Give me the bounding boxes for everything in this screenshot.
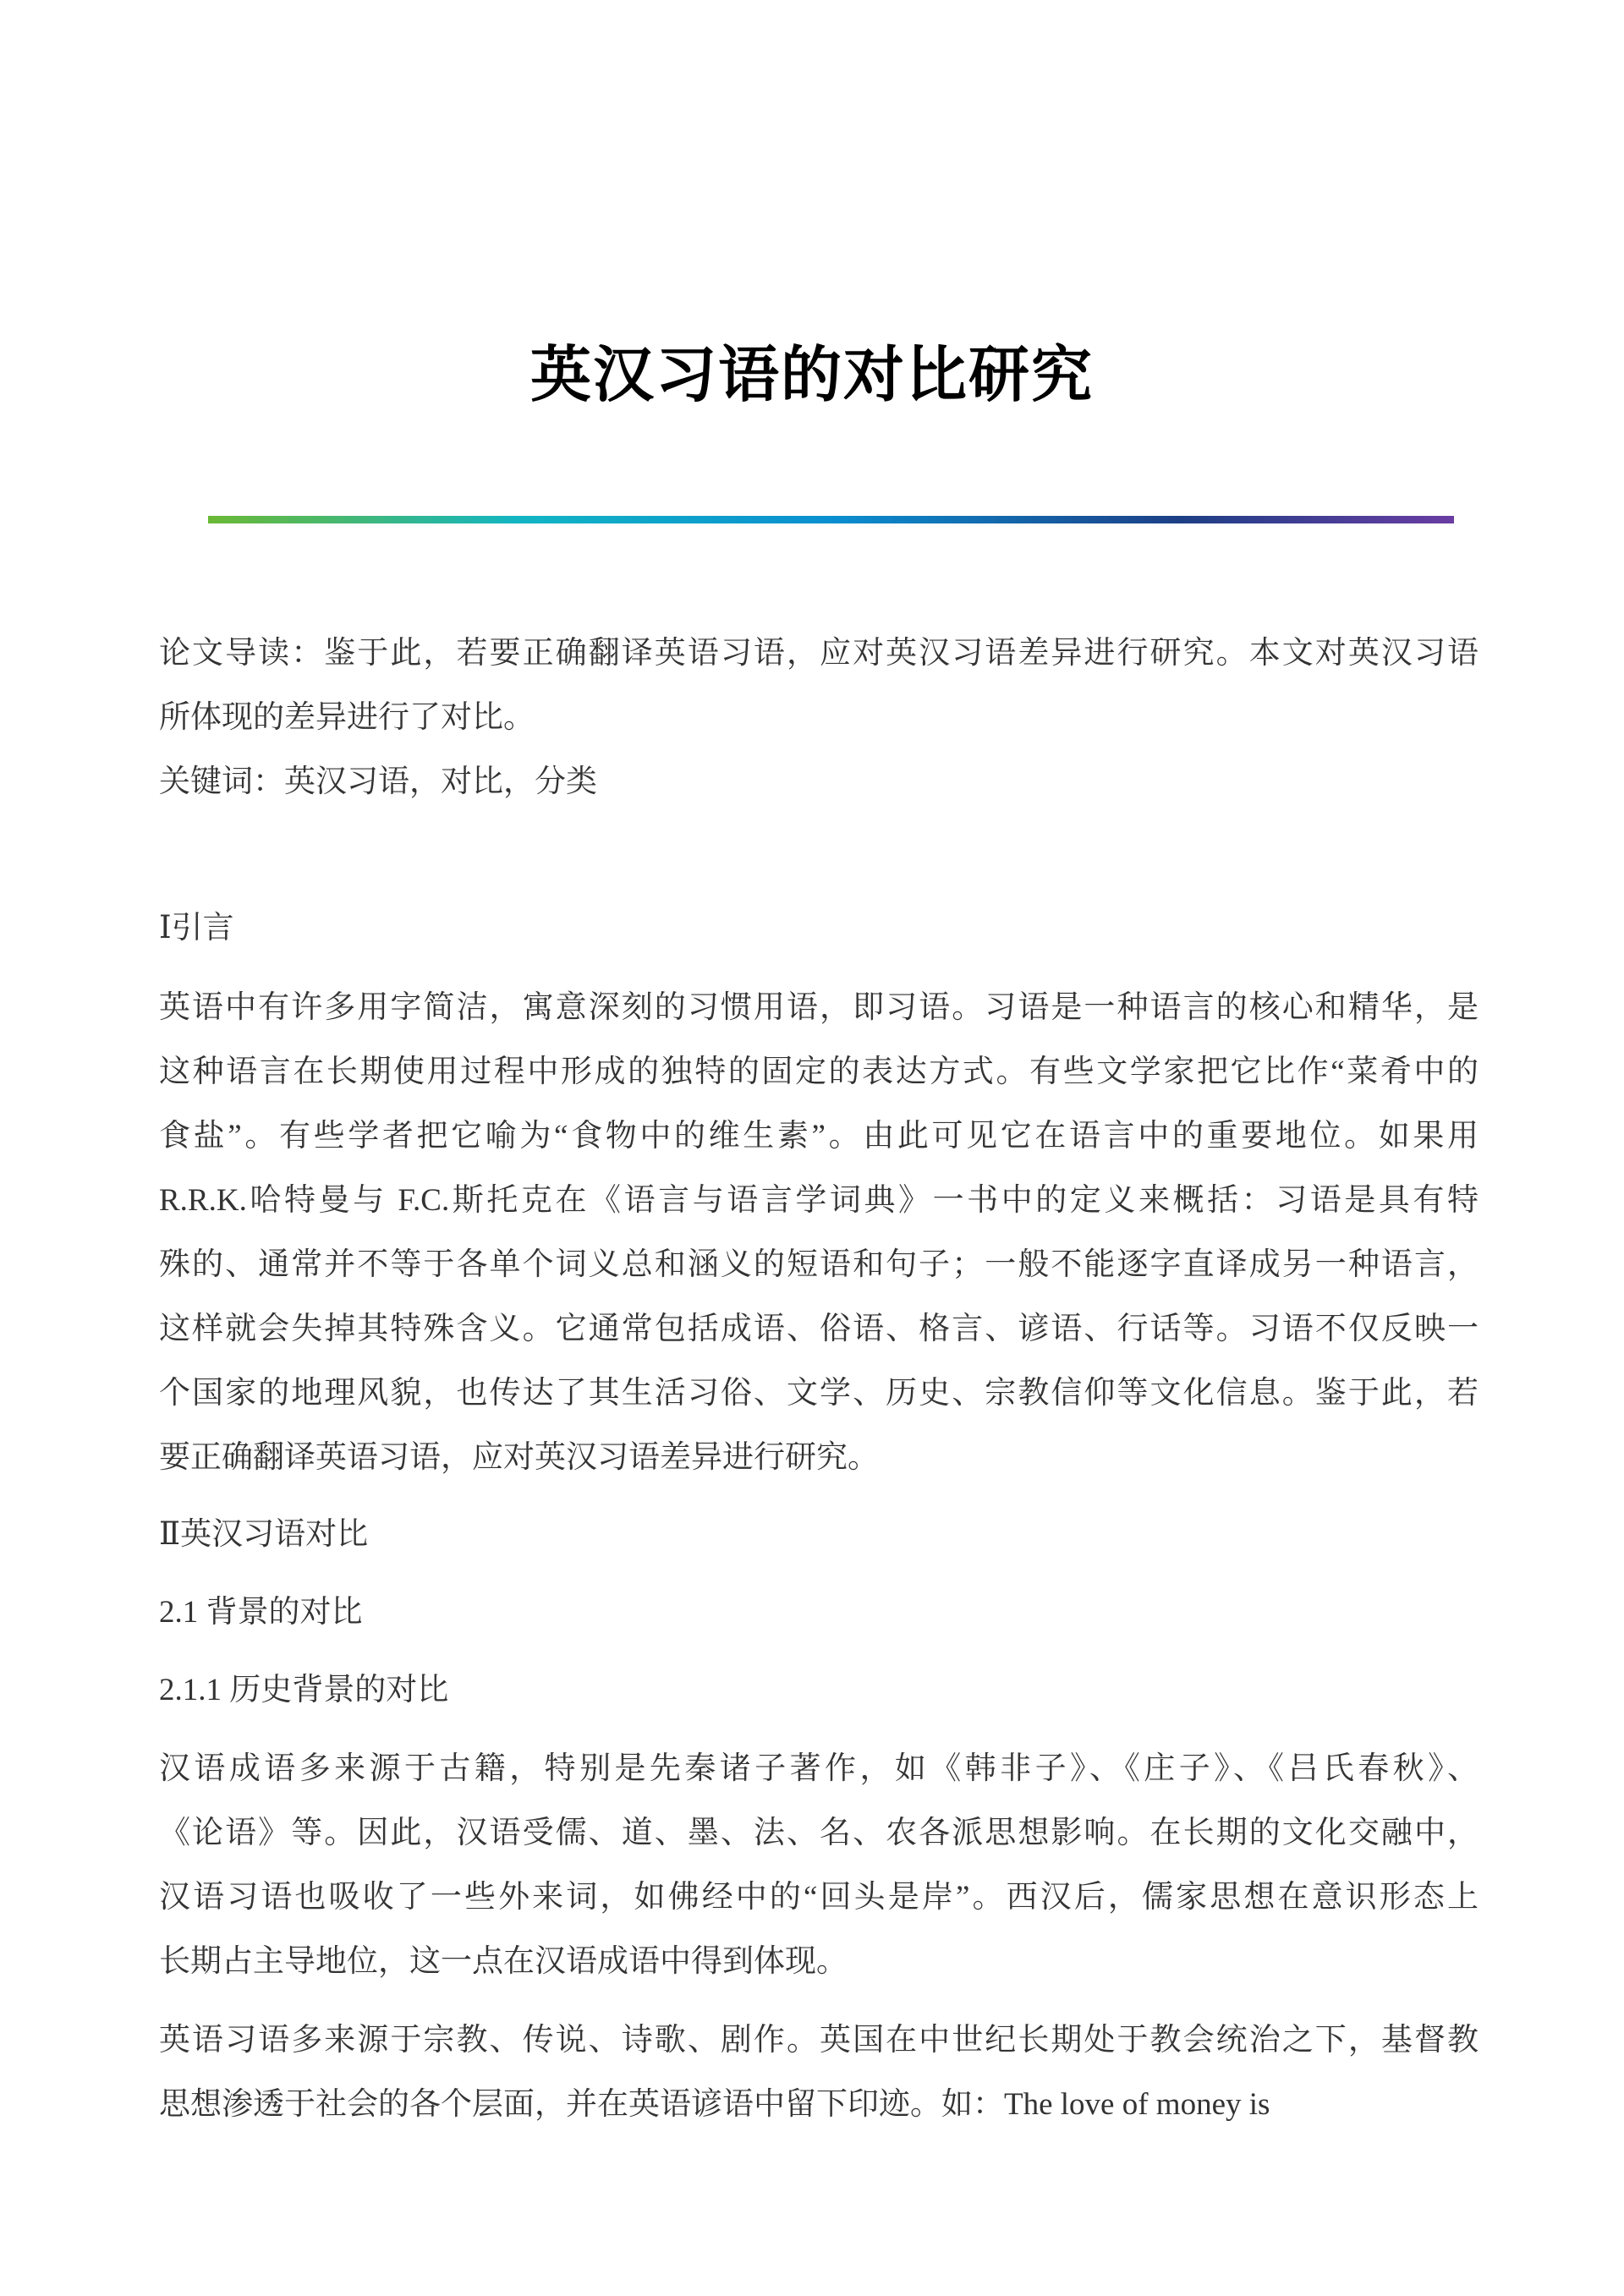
paragraph-line: 思想渗透于社会的各个层面，并在英语谚语中留下印迹。如：The love of money is [159,2087,1270,2122]
section2-headings [159,1503,1479,1723]
section1-paragraph [159,976,1479,1490]
paragraph-line: 要正确翻译英语习语，应对英汉习语差异进行研究。 [159,1440,879,1475]
abstract-line: 论文导读：鉴于此，若要正确翻译英语习语，应对英汉习语差异进行研究。本文对英汉习语 [159,636,1479,671]
paragraph-line: 长期占主导地位，这一点在汉语成语中得到体现。 [159,1944,848,1979]
paragraph-line: 英语中有许多用字简洁，寓意深刻的习惯用语，即习语。习语是一种语言的核心和精华，是 [159,990,1479,1025]
paragraph-line: 汉语成语多来源于古籍，特别是先秦诸子著作，如《韩非子》、《庄子》、《吕氏春秋》、 [159,1751,1479,1786]
keywords: 关键词：英汉习语，对比，分类 [159,764,597,799]
section1-heading: Ⅰ引言 [159,911,234,945]
abstract-line: 所体现的差异进行了对比。 [159,700,535,735]
paragraph-line: 个国家的地理风貌，也传达了其生活习俗、文学、历史、宗教信仰等文化信息。鉴于此，若 [159,1376,1479,1411]
section2-paragraph-2 [159,2008,1479,2137]
title-divider [208,516,1454,523]
subsection-heading: 2.1 背景的对比 [159,1595,363,1630]
abstract [159,622,1479,814]
paragraph-line: 这样就会失掉其特殊含义。它通常包括成语、俗语、格言、谚语、行话等。习语不仅反映一 [159,1312,1479,1346]
section-heading [159,896,1479,961]
paragraph-line: 汉语习语也吸收了一些外来词，如佛经中的“回头是岸”。西汉后，儒家思想在意识形态上 [159,1880,1479,1915]
document-title: 英汉习语的对比研究 [529,342,1094,409]
paragraph-line: 殊的、通常并不等于各单个词义总和涵义的短语和句子；一般不能逐字直译成另一种语言， [159,1247,1479,1282]
paragraph-line: R.R.K.哈特曼与 F.C.斯托克在《语言与语言学词典》一书中的定义来概括：习语是具有特 [159,1183,1479,1218]
paragraph-line: 这种语言在长期使用过程中形成的独特的固定的表达方式。有些文学家把它比作“菜肴中的 [159,1055,1479,1089]
paragraph-line: 英语习语多来源于宗教、传说、诗歌、剧作。英国在中世纪长期处于教会统治之下，基督教 [159,2023,1479,2058]
subsubsection-heading: 2.1.1 历史背景的对比 [159,1673,449,1707]
paragraph-line: 《论语》等。因此，汉语受儒、道、墨、法、名、农各派思想影响。在长期的文化交融中， [159,1816,1479,1850]
section2-paragraph-1 [159,1737,1479,1994]
section2-heading: Ⅱ英汉习语对比 [159,1517,369,1552]
paragraph-line: 食盐”。有些学者把它喻为“食物中的维生素”。由此可见它在语言中的重要地位。如果用 [159,1119,1479,1153]
